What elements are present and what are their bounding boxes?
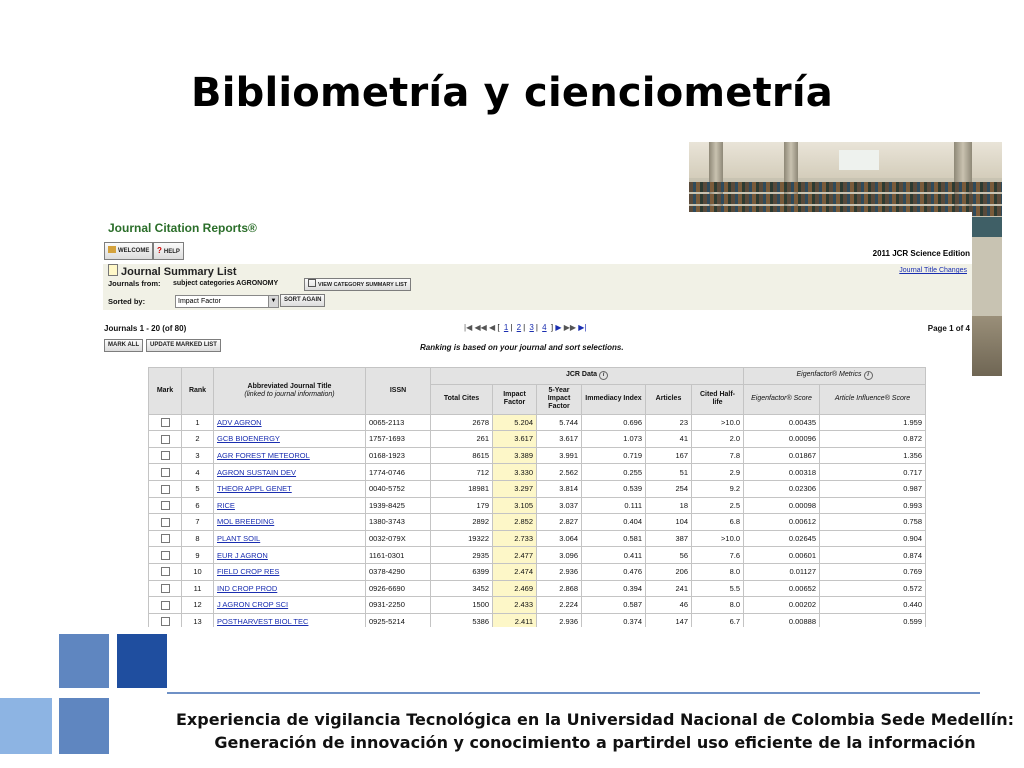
total-cites-cell: 18981 <box>431 480 493 497</box>
col-immediacy: Immediacy Index <box>582 384 646 414</box>
half-life-cell: 2.0 <box>692 431 744 448</box>
help-icon: ? <box>157 246 162 255</box>
five-year-cell: 3.096 <box>537 547 582 564</box>
article-influence-cell: 0.440 <box>820 597 926 614</box>
article-influence-cell: 0.904 <box>820 530 926 547</box>
rank-cell: 2 <box>182 431 214 448</box>
page-link-4[interactable]: 4 <box>542 323 547 332</box>
half-life-cell: 2.9 <box>692 464 744 481</box>
mark-cell <box>149 530 182 547</box>
mark-cell <box>149 431 182 448</box>
total-cites-cell: 2892 <box>431 514 493 531</box>
summary-title-text: Journal Summary List <box>121 266 237 278</box>
col-mark: Mark <box>149 368 182 415</box>
immediacy-cell: 0.404 <box>582 514 646 531</box>
jcr-screenshot <box>100 212 972 627</box>
rank-cell: 6 <box>182 497 214 514</box>
journal-title-link[interactable]: THEOR APPL GENET <box>217 484 292 494</box>
immediacy-cell: 0.587 <box>582 597 646 614</box>
table-row <box>149 480 926 497</box>
mark-cell <box>149 613 182 627</box>
eigenfactor-cell: 0.02306 <box>744 480 820 497</box>
col-title <box>214 368 366 415</box>
journal-title-link[interactable]: PLANT SOIL <box>217 534 261 544</box>
five-year-cell: 2.936 <box>537 563 582 580</box>
help-button-label: HELP <box>163 249 180 255</box>
five-year-cell: 2.224 <box>537 597 582 614</box>
issn-cell: 0931-2250 <box>366 597 431 614</box>
mark-cell <box>149 497 182 514</box>
immediacy-cell: 0.476 <box>582 563 646 580</box>
deco-square <box>59 698 109 754</box>
mark-cell <box>149 597 182 614</box>
mark-checkbox[interactable] <box>161 468 170 477</box>
slide-title: Bibliometría y cienciometría <box>191 70 833 116</box>
home-icon <box>108 246 116 253</box>
deco-square <box>117 634 167 688</box>
half-life-cell: 7.6 <box>692 547 744 564</box>
impact-factor-cell: 3.330 <box>493 464 537 481</box>
half-life-cell: 2.5 <box>692 497 744 514</box>
impact-factor-cell: 2.474 <box>493 563 537 580</box>
mark-checkbox[interactable] <box>161 617 170 626</box>
mark-checkbox[interactable] <box>161 435 170 444</box>
articles-cell: 104 <box>646 514 692 531</box>
title-cell <box>214 514 366 531</box>
impact-factor-cell: 2.733 <box>493 530 537 547</box>
journal-title-link[interactable]: POSTHARVEST BIOL TEC <box>217 617 309 627</box>
issn-cell: 0168-1923 <box>366 447 431 464</box>
title-cell <box>214 414 366 431</box>
mark-cell <box>149 464 182 481</box>
five-year-cell: 3.991 <box>537 447 582 464</box>
mark-cell <box>149 414 182 431</box>
eigenfactor-cell: 0.00096 <box>744 431 820 448</box>
eigenfactor-cell: 0.02645 <box>744 530 820 547</box>
table-row <box>149 547 926 564</box>
journal-title-link[interactable]: GCB BIOENERGY <box>217 434 280 444</box>
five-year-cell: 2.562 <box>537 464 582 481</box>
half-life-cell: 8.0 <box>692 563 744 580</box>
journal-title-link[interactable]: IND CROP PROD <box>217 583 278 593</box>
eigenfactor-cell: 0.01127 <box>744 563 820 580</box>
table-row <box>149 514 926 531</box>
rank-cell: 4 <box>182 464 214 481</box>
prev-pages-icon[interactable]: ◀◀ <box>474 323 487 332</box>
table-row <box>149 431 926 448</box>
article-influence-cell: 1.356 <box>820 447 926 464</box>
prev-page-icon[interactable]: ◀ <box>489 323 496 332</box>
five-year-cell: 3.037 <box>537 497 582 514</box>
journal-title-link[interactable]: FIELD CROP RES <box>217 567 280 577</box>
half-life-cell: 9.2 <box>692 480 744 497</box>
articles-cell: 254 <box>646 480 692 497</box>
half-life-cell: >10.0 <box>692 414 744 431</box>
issn-cell: 0065-2113 <box>366 414 431 431</box>
issn-cell: 1380-3743 <box>366 514 431 531</box>
jcr-data-group <box>431 368 744 385</box>
five-year-cell: 5.744 <box>537 414 582 431</box>
table-row <box>149 497 926 514</box>
impact-factor-cell: 3.297 <box>493 480 537 497</box>
col-total-cites: Total Cites <box>431 384 493 414</box>
issn-cell: 1939-8425 <box>366 497 431 514</box>
immediacy-cell: 1.073 <box>582 431 646 448</box>
col-impact-factor: Impact Factor <box>493 384 537 414</box>
immediacy-cell: 0.111 <box>582 497 646 514</box>
next-page-icon[interactable]: ▶ <box>555 323 562 332</box>
title-changes-link[interactable]: Journal Title Changes <box>899 267 967 274</box>
eigenfactor-group <box>744 368 926 385</box>
eigen-group-label: Eigenfactor® Metrics <box>796 371 862 379</box>
articles-cell: 241 <box>646 580 692 597</box>
articles-cell: 147 <box>646 613 692 627</box>
last-page-icon[interactable]: ▶| <box>578 323 587 332</box>
title-cell <box>214 580 366 597</box>
table-row <box>149 464 926 481</box>
articles-cell: 206 <box>646 563 692 580</box>
title-cell <box>214 563 366 580</box>
view-category-label: VIEW CATEGORY SUMMARY LIST <box>318 282 408 288</box>
mark-cell <box>149 547 182 564</box>
five-year-cell: 3.814 <box>537 480 582 497</box>
five-year-cell: 3.617 <box>537 431 582 448</box>
title-cell <box>214 530 366 547</box>
jcr-data-label: JCR Data <box>565 371 598 379</box>
rank-cell: 11 <box>182 580 214 597</box>
rank-cell: 13 <box>182 613 214 627</box>
mark-cell <box>149 514 182 531</box>
total-cites-cell: 2935 <box>431 547 493 564</box>
eigenfactor-cell: 0.00098 <box>744 497 820 514</box>
table-row <box>149 613 926 627</box>
mark-checkbox[interactable] <box>161 485 170 494</box>
title-cell <box>214 464 366 481</box>
total-cites-cell: 8615 <box>431 447 493 464</box>
half-life-cell: 6.7 <box>692 613 744 627</box>
notepad-icon <box>108 264 118 276</box>
journal-title-link[interactable]: AGRON SUSTAIN DEV <box>217 467 297 477</box>
title-cell <box>214 480 366 497</box>
articles-cell: 167 <box>646 447 692 464</box>
half-life-cell: 5.5 <box>692 580 744 597</box>
footer-line-1: Experiencia de vigilancia Tecnológica en la Universidad Nacional de Colombia Sede Medellín: <box>175 710 1015 729</box>
mark-checkbox[interactable] <box>161 551 170 560</box>
col-half-life: Cited Half-life <box>692 384 744 414</box>
impact-factor-cell: 5.204 <box>493 414 537 431</box>
photo-shelf <box>689 194 1002 204</box>
journals-from-value: subject categories AGRONOMY <box>173 280 279 287</box>
title-cell <box>214 431 366 448</box>
half-life-cell: >10.0 <box>692 530 744 547</box>
impact-factor-cell: 2.469 <box>493 580 537 597</box>
photo-window <box>839 150 879 170</box>
table-row <box>149 597 926 614</box>
pager: |◀ ◀◀ ◀ [ 1 | 2 | 3 | 4 ] ▶ ▶▶ ▶| <box>464 323 587 332</box>
page-link-1[interactable]: 1 <box>503 323 509 332</box>
rank-cell: 12 <box>182 597 214 614</box>
eigenfactor-cell: 0.01867 <box>744 447 820 464</box>
rank-cell: 9 <box>182 547 214 564</box>
immediacy-cell: 0.255 <box>582 464 646 481</box>
mark-cell <box>149 447 182 464</box>
eigenfactor-cell: 0.00601 <box>744 547 820 564</box>
rank-cell: 7 <box>182 514 214 531</box>
articles-cell: 41 <box>646 431 692 448</box>
journal-title-link[interactable]: J AGRON CROP SCI <box>217 600 289 610</box>
immediacy-cell: 0.539 <box>582 480 646 497</box>
total-cites-cell: 6399 <box>431 563 493 580</box>
mark-checkbox[interactable] <box>161 501 170 510</box>
articles-cell: 23 <box>646 414 692 431</box>
total-cites-cell: 261 <box>431 431 493 448</box>
sort-again-button[interactable]: SORT AGAIN <box>280 294 325 307</box>
five-year-cell: 3.064 <box>537 530 582 547</box>
issn-cell: 0926-6690 <box>366 580 431 597</box>
rank-cell: 5 <box>182 480 214 497</box>
articles-cell: 51 <box>646 464 692 481</box>
page-link-3[interactable]: 3 <box>529 323 534 332</box>
col-article-influence <box>820 384 926 414</box>
issn-cell: 1757-1693 <box>366 431 431 448</box>
article-influence-cell: 0.572 <box>820 580 926 597</box>
half-life-cell: 7.8 <box>692 447 744 464</box>
mark-all-button[interactable]: MARK ALL <box>104 339 143 352</box>
rank-cell: 3 <box>182 447 214 464</box>
sort-select-value: Impact Factor <box>178 298 221 305</box>
eigenfactor-cell: 0.00202 <box>744 597 820 614</box>
info-icon[interactable]: i <box>599 371 608 380</box>
mark-checkbox[interactable] <box>161 518 170 527</box>
col-five-year: 5-Year Impact Factor <box>537 384 582 414</box>
eigenfactor-cell: 0.00888 <box>744 613 820 627</box>
half-life-cell: 6.8 <box>692 514 744 531</box>
col-eigenfactor <box>744 384 820 414</box>
mark-cell <box>149 563 182 580</box>
issn-cell: 0032-079X <box>366 530 431 547</box>
view-category-summary-button[interactable] <box>304 278 411 291</box>
ranking-note: Ranking is based on your journal and sort selections. <box>420 343 624 352</box>
five-year-cell: 2.868 <box>537 580 582 597</box>
issn-cell: 1161-0301 <box>366 547 431 564</box>
footer-line-2: Generación de innovación y conocimiento a partirdel uso eficiente de la información <box>214 733 976 752</box>
journal-title-link[interactable]: MOL BREEDING <box>217 517 275 527</box>
journals-from-label: Journals from: <box>108 279 161 288</box>
eigenfactor-cell: 0.00612 <box>744 514 820 531</box>
welcome-button[interactable] <box>104 242 153 260</box>
journals-count: Journals 1 - 20 (of 80) <box>104 324 187 333</box>
rank-cell: 1 <box>182 414 214 431</box>
impact-factor-cell: 2.433 <box>493 597 537 614</box>
mark-checkbox[interactable] <box>161 534 170 543</box>
impact-factor-cell: 2.477 <box>493 547 537 564</box>
title-cell <box>214 447 366 464</box>
first-page-icon[interactable]: |◀ <box>464 323 473 332</box>
mark-checkbox[interactable] <box>161 567 170 576</box>
sorted-by-label: Sorted by: <box>108 297 146 306</box>
table-row <box>149 414 926 431</box>
summary-title <box>108 264 237 278</box>
article-influence-cell: 1.959 <box>820 414 926 431</box>
page-of-label: Page 1 of 4 <box>927 324 970 333</box>
impact-factor-cell: 2.411 <box>493 613 537 627</box>
mark-cell <box>149 580 182 597</box>
impact-factor-cell: 3.617 <box>493 431 537 448</box>
title-cell <box>214 497 366 514</box>
page-link-2[interactable]: 2 <box>516 323 522 332</box>
col-article-influence-label: Article Influence® Score <box>834 395 911 403</box>
rank-cell: 10 <box>182 563 214 580</box>
eigenfactor-cell: 0.00652 <box>744 580 820 597</box>
total-cites-cell: 1500 <box>431 597 493 614</box>
impact-factor-cell: 3.389 <box>493 447 537 464</box>
immediacy-cell: 0.719 <box>582 447 646 464</box>
five-year-cell: 2.936 <box>537 613 582 627</box>
welcome-button-label: WELCOME <box>118 248 150 254</box>
immediacy-cell: 0.411 <box>582 547 646 564</box>
articles-cell: 18 <box>646 497 692 514</box>
total-cites-cell: 5386 <box>431 613 493 627</box>
mark-checkbox[interactable] <box>161 418 170 427</box>
col-rank: Rank <box>182 368 214 415</box>
table-row <box>149 563 926 580</box>
mark-checkbox[interactable] <box>161 584 170 593</box>
col-eigenfactor-label: Eigenfactor® Score <box>751 395 812 403</box>
list-icon <box>308 279 316 287</box>
total-cites-cell: 2678 <box>431 414 493 431</box>
article-influence-cell: 0.993 <box>820 497 926 514</box>
article-influence-cell: 0.872 <box>820 431 926 448</box>
article-influence-cell: 0.769 <box>820 563 926 580</box>
article-influence-cell: 0.987 <box>820 480 926 497</box>
journal-table <box>148 367 926 627</box>
update-marked-list-button[interactable]: UPDATE MARKED LIST <box>146 339 221 352</box>
journal-title-link[interactable]: RICE <box>217 500 235 510</box>
table-row <box>149 530 926 547</box>
title-cell <box>214 547 366 564</box>
half-life-cell: 8.0 <box>692 597 744 614</box>
issn-cell: 0378-4290 <box>366 563 431 580</box>
impact-factor-cell: 3.105 <box>493 497 537 514</box>
journal-title-link[interactable]: EUR J AGRON <box>217 550 268 560</box>
articles-cell: 46 <box>646 597 692 614</box>
col-articles: Articles <box>646 384 692 414</box>
article-influence-cell: 0.758 <box>820 514 926 531</box>
articles-cell: 56 <box>646 547 692 564</box>
total-cites-cell: 179 <box>431 497 493 514</box>
title-cell <box>214 597 366 614</box>
mark-cell <box>149 480 182 497</box>
five-year-cell: 2.827 <box>537 514 582 531</box>
next-pages-icon[interactable]: ▶▶ <box>563 323 577 332</box>
help-button[interactable] <box>153 242 184 260</box>
issn-cell: 1774-0746 <box>366 464 431 481</box>
issn-cell: 0040-5752 <box>366 480 431 497</box>
issn-cell: 0925-5214 <box>366 613 431 627</box>
footer-divider <box>167 692 980 694</box>
deco-square <box>0 698 52 754</box>
total-cites-cell: 712 <box>431 464 493 481</box>
articles-cell: 387 <box>646 530 692 547</box>
col-title-sub: (linked to journal information) <box>244 390 335 398</box>
mark-checkbox[interactable] <box>161 451 170 460</box>
sort-select[interactable] <box>175 295 279 308</box>
deco-square <box>59 634 109 688</box>
article-influence-cell: 0.599 <box>820 613 926 627</box>
immediacy-cell: 0.394 <box>582 580 646 597</box>
mark-checkbox[interactable] <box>161 601 170 610</box>
immediacy-cell: 0.581 <box>582 530 646 547</box>
immediacy-cell: 0.374 <box>582 613 646 627</box>
eigenfactor-cell: 0.00435 <box>744 414 820 431</box>
journal-title-link[interactable]: ADV AGRON <box>217 417 262 427</box>
total-cites-cell: 19322 <box>431 530 493 547</box>
jcr-brand: Journal Citation Reports® <box>108 221 257 235</box>
eigenfactor-cell: 0.00318 <box>744 464 820 481</box>
col-title-label: Abbreviated Journal Title <box>247 382 332 390</box>
article-influence-cell: 0.717 <box>820 464 926 481</box>
impact-factor-cell: 2.852 <box>493 514 537 531</box>
col-issn: ISSN <box>366 368 431 415</box>
info-icon[interactable]: i <box>864 371 873 380</box>
rank-cell: 8 <box>182 530 214 547</box>
immediacy-cell: 0.696 <box>582 414 646 431</box>
table-row <box>149 580 926 597</box>
table-row <box>149 447 926 464</box>
chevron-down-icon: ▼ <box>268 296 278 307</box>
title-cell <box>214 613 366 627</box>
photo-shelf <box>689 182 1002 192</box>
edition-label: 2011 JCR Science Edition <box>872 249 970 258</box>
total-cites-cell: 3452 <box>431 580 493 597</box>
article-influence-cell: 0.874 <box>820 547 926 564</box>
journal-title-link[interactable]: AGR FOREST METEOROL <box>217 451 310 461</box>
